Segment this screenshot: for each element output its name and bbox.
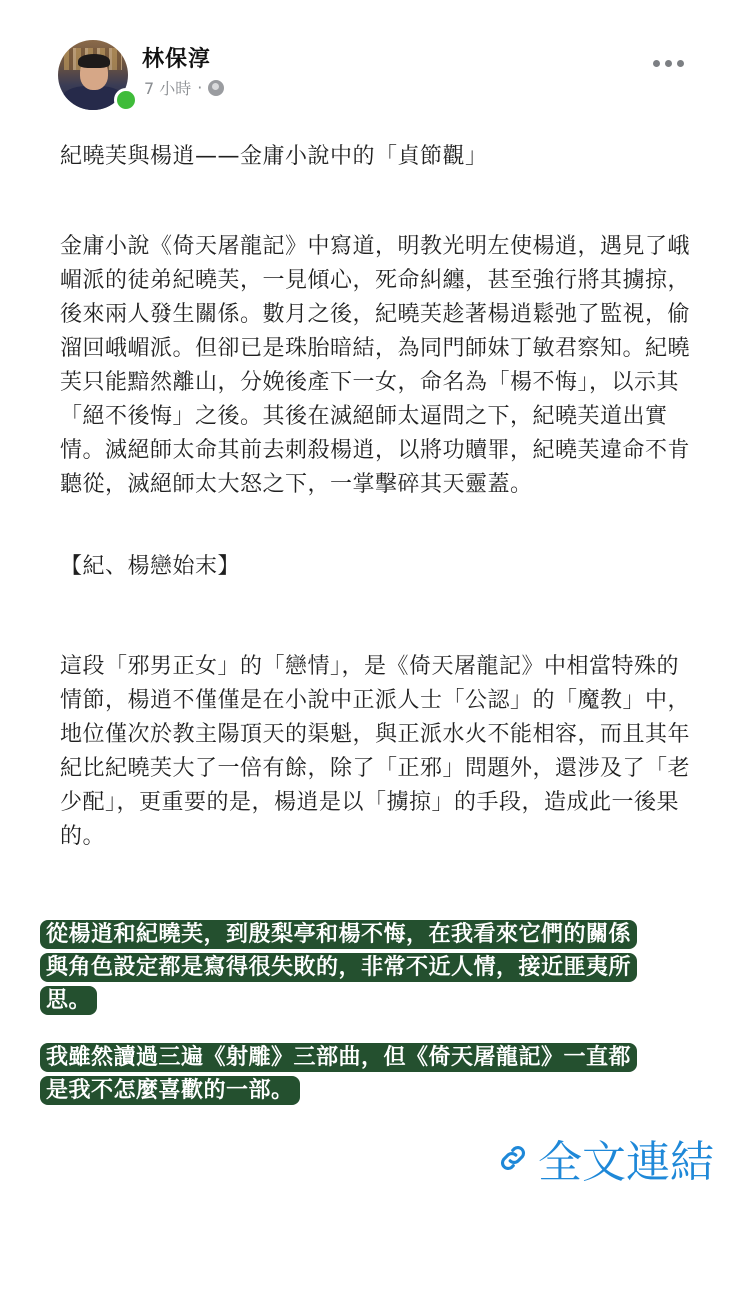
highlight-quote-2 [40,1041,716,1107]
globe-icon [208,80,224,96]
more-options-icon[interactable] [653,60,684,67]
full-text-link[interactable] [496,1126,714,1190]
subheading: 【紀、楊戀始末】 [60,554,241,579]
post-title: 紀曉芙與楊逍——金庸小說中的「貞節觀」 [60,144,488,169]
highlight-line: 我雖然讀過三遍《射雕》三部曲，但《倚天屠龍記》一直都 是我不怎麼喜歡的一部。 [40,1043,637,1105]
author-name[interactable]: 林保淳 [142,47,212,72]
post-header [58,40,698,114]
paragraph-2: 這段「邪男正女」的「戀情」，是《倚天屠龍記》中相當特殊的情節，楊逍不僅僅是在小說中正派人士「公認」的「魔教」中，地位僅次於教主陽頂天的渠魁，與正派水火不能相容，而且其年紀比紀曉芙大了一倍有餘，除了「正邪」問題外，還涉及了「老少配」，更重要的是，楊逍是以「擄掠」的手段，造成此一後果的。 [60,654,691,849]
link-label[interactable]: 全文連結 [538,1137,714,1188]
online-status-icon [114,88,138,112]
avatar-hair [78,54,110,68]
paragraph-1: 金庸小說《倚天屠龍記》中寫道，明教光明左使楊逍，遇見了峨嵋派的徒弟紀曉芙，一見傾心，死命糾纏，甚至強行將其擄掠，後來兩人發生關係。數月之後，紀曉芙趁著楊逍鬆弛了監視，偷溜回峨嵋派。但卻已是珠胎暗結，為同門師妹丁敏君察知。紀曉芙只能黯然離山，分娩後產下一女，命名為「楊不悔」，以示其「絕不後悔」之後。其後在滅絕師太逼問之下，紀曉芙道出實情。滅絕師太命其前去刺殺楊逍，以將功贖罪，紀曉芙違命不肯聽從，滅絕師太大怒之下，一掌擊碎其天靈蓋。 [60,234,691,497]
post-time[interactable]: 7 小時 [144,79,192,98]
highlight-line: 從楊逍和紀曉芙，到殷梨亭和楊不悔，在我看來它們的關係 與角色設定都是寫得很失敗的，非常不近人情，接近匪夷所 思。 [40,920,637,1015]
link-icon [496,1141,530,1175]
highlight-quote-1 [40,918,716,1017]
post-meta [144,76,224,99]
dot [665,60,672,67]
dot [653,60,660,67]
dot [677,60,684,67]
meta-separator: · [197,78,203,97]
